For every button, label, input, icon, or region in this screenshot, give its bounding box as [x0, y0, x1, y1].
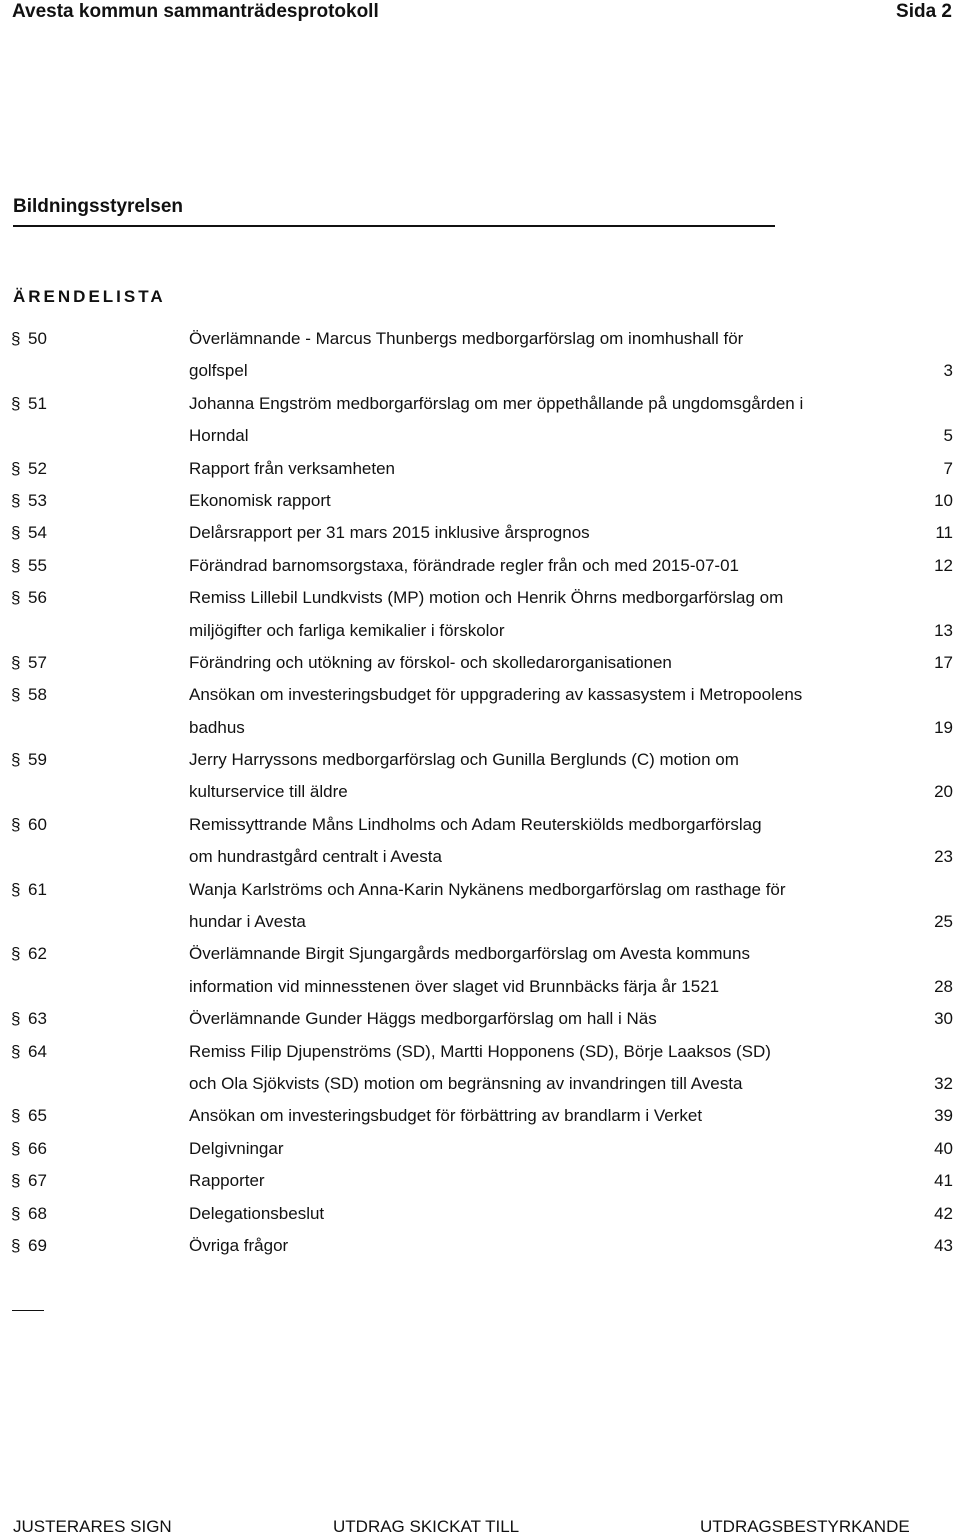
item-number: 65 — [28, 1106, 47, 1126]
agenda-item — [0, 874, 960, 939]
section-sign: § — [11, 588, 21, 608]
item-number: 57 — [28, 652, 47, 672]
item-title: Ekonomisk rapport — [189, 490, 331, 510]
section-sign: § — [11, 1041, 21, 1061]
item-page: 30 — [934, 1009, 953, 1029]
agenda-item-line — [0, 712, 960, 744]
agenda-item-line — [0, 1165, 960, 1197]
agenda-item-line — [0, 388, 960, 420]
item-page: 10 — [934, 490, 953, 510]
agenda-item-line — [0, 971, 960, 1003]
item-number: 64 — [28, 1041, 47, 1061]
item-title: Remiss Lillebil Lundkvists (MP) motion och Henrik Öhrns medborgarförslag om — [189, 588, 784, 608]
agenda-item — [0, 1100, 960, 1132]
item-page: 12 — [934, 555, 953, 575]
item-title: kulturservice till äldre — [189, 782, 348, 802]
item-number: 51 — [28, 393, 47, 413]
agenda-item-line — [0, 1003, 960, 1035]
item-page: 41 — [934, 1171, 953, 1191]
item-title: Johanna Engström medborgarförslag om mer öppethållande på ungdomsgården i — [189, 393, 804, 413]
item-page: 32 — [934, 1073, 953, 1093]
list-title: ÄRENDELISTA — [13, 287, 166, 306]
section-sign: § — [11, 523, 21, 543]
item-title: Wanja Karlströms och Anna-Karin Nykänens medborgarförslag om rasthage för — [189, 879, 786, 899]
agenda-item — [0, 388, 960, 453]
agenda-item — [0, 550, 960, 582]
section-title: Bildningsstyrelsen — [13, 195, 775, 227]
section-sign: § — [11, 1203, 21, 1223]
agenda-item — [0, 453, 960, 485]
section-sign: § — [11, 490, 21, 510]
item-number: 62 — [28, 944, 47, 964]
item-title: Förändrad barnomsorgstaxa, förändrade regler från och med 2015-07-01 — [189, 555, 739, 575]
section-sign: § — [11, 652, 21, 672]
agenda-item-line — [0, 744, 960, 776]
item-title: golfspel — [189, 361, 248, 381]
item-title: Horndal — [189, 426, 249, 446]
agenda-item — [0, 744, 960, 809]
item-title: och Ola Sjökvists (SD) motion om begränsning av invandringen till Avesta — [189, 1073, 743, 1093]
item-number: 60 — [28, 814, 47, 834]
item-title: Remiss Filip Djupenströms (SD), Martti Hopponens (SD), Börje Laaksos (SD) — [189, 1041, 771, 1061]
agenda-item — [0, 1198, 960, 1230]
item-number: 69 — [28, 1235, 47, 1255]
section-sign: § — [11, 879, 21, 899]
section-sign: § — [11, 1009, 21, 1029]
item-page: 42 — [934, 1203, 953, 1223]
item-page: 17 — [934, 652, 953, 672]
agenda-item-line — [0, 517, 960, 549]
item-page: 5 — [943, 426, 953, 446]
section-sign: § — [11, 329, 21, 348]
item-number: 50 — [28, 329, 47, 348]
item-number: 67 — [28, 1171, 47, 1191]
item-title: Rapporter — [189, 1171, 265, 1191]
section-sign: § — [11, 393, 21, 413]
item-page: 23 — [934, 847, 953, 867]
item-title: Överlämnande Gunder Häggs medborgarförslag om hall i Näs — [189, 1009, 657, 1029]
agenda-item-line — [0, 453, 960, 485]
section-sign: § — [11, 555, 21, 575]
agenda-item-line — [0, 485, 960, 517]
agenda-item-line — [0, 938, 960, 970]
footnote-divider — [12, 1310, 44, 1311]
footer-utdragsbestyrkande: UTDRAGSBESTYRKANDE — [700, 1517, 910, 1536]
item-title: Ansökan om investeringsbudget för förbättring av brandlarm i Verket — [189, 1106, 703, 1126]
item-title: information vid minnesstenen över slaget vid Brunnbäcks färja år 1521 — [189, 976, 720, 996]
item-title: Delårsrapport per 31 mars 2015 inklusive årsprognos — [189, 523, 590, 543]
item-title: Delegationsbeslut — [189, 1203, 325, 1223]
item-page: 25 — [934, 912, 953, 932]
item-title: miljögifter och farliga kemikalier i förskolor — [189, 620, 505, 640]
section-sign: § — [11, 685, 21, 705]
agenda-item — [0, 679, 960, 744]
item-title: Rapport från verksamheten — [189, 458, 395, 478]
item-number: 63 — [28, 1009, 47, 1029]
agenda-item — [0, 938, 960, 1003]
item-page: 40 — [934, 1138, 953, 1158]
item-page: 11 — [935, 523, 953, 543]
page-number: Sida 2 — [896, 1, 952, 22]
item-number: 58 — [28, 685, 47, 705]
section-sign: § — [11, 458, 21, 478]
item-page: 7 — [943, 458, 953, 478]
item-title: Delgivningar — [189, 1138, 284, 1158]
agenda-item — [0, 809, 960, 874]
agenda-item — [0, 1036, 960, 1101]
agenda-item-line — [0, 1036, 960, 1068]
item-number: 68 — [28, 1203, 47, 1223]
item-page: 28 — [934, 976, 953, 996]
item-page: 43 — [934, 1235, 953, 1255]
agenda-item-line — [0, 323, 960, 355]
agenda-item — [0, 582, 960, 647]
agenda-item-line — [0, 874, 960, 906]
section-sign: § — [11, 814, 21, 834]
item-title: Överlämnande Birgit Sjungargårds medborgarförslag om Avesta kommuns — [189, 944, 750, 964]
item-title: Övriga frågor — [189, 1235, 289, 1255]
agenda-item-line — [0, 809, 960, 841]
item-number: 61 — [28, 879, 47, 899]
agenda-item-line — [0, 1068, 960, 1100]
item-title: Jerry Harryssons medborgarförslag och Gunilla Berglunds (C) motion om — [189, 750, 739, 770]
item-number: 54 — [28, 523, 47, 543]
agenda-item-line — [0, 1198, 960, 1230]
agenda-list — [0, 323, 960, 1262]
item-number: 55 — [28, 555, 47, 575]
item-page: 20 — [934, 782, 953, 802]
item-title: Förändring och utökning av förskol- och skolledarorganisationen — [189, 652, 672, 672]
agenda-item-line — [0, 1133, 960, 1165]
document-title: Avesta kommun sammanträdesprotokoll — [12, 1, 379, 22]
agenda-item-line — [0, 355, 960, 387]
agenda-item-line — [0, 550, 960, 582]
agenda-item — [0, 323, 960, 388]
section-sign: § — [11, 1138, 21, 1158]
agenda-item — [0, 647, 960, 679]
item-title: om hundrastgård centralt i Avesta — [189, 847, 442, 867]
agenda-item-line — [0, 679, 960, 711]
item-number: 52 — [28, 458, 47, 478]
agenda-item — [0, 1133, 960, 1165]
item-title: hundar i Avesta — [189, 912, 306, 932]
item-title: Ansökan om investeringsbudget för uppgradering av kassasystem i Metropoolens — [189, 685, 803, 705]
section-sign: § — [11, 944, 21, 964]
agenda-item-line — [0, 1230, 960, 1262]
agenda-item-line — [0, 582, 960, 614]
agenda-item-line — [0, 841, 960, 873]
item-page: 3 — [943, 361, 953, 381]
item-page: 13 — [934, 620, 953, 640]
footer-utdrag-skickat: UTDRAG SKICKAT TILL — [333, 1517, 520, 1536]
agenda-item-line — [0, 647, 960, 679]
footer-justerares-sign: JUSTERARES SIGN — [13, 1517, 172, 1536]
section-sign: § — [11, 750, 21, 770]
agenda-item — [0, 517, 960, 549]
agenda-item — [0, 485, 960, 517]
item-title: Remissyttrande Måns Lindholms och Adam Reuterskiölds medborgarförslag — [189, 814, 762, 834]
item-number: 66 — [28, 1138, 47, 1158]
item-title: badhus — [189, 717, 245, 737]
agenda-item — [0, 1165, 960, 1197]
item-number: 56 — [28, 588, 47, 608]
section-sign: § — [11, 1235, 21, 1255]
agenda-item-line — [0, 906, 960, 938]
item-page: 19 — [934, 717, 953, 737]
item-page: 39 — [934, 1106, 953, 1126]
agenda-item-line — [0, 1100, 960, 1132]
section-sign: § — [11, 1171, 21, 1191]
item-number: 59 — [28, 750, 47, 770]
agenda-item-line — [0, 615, 960, 647]
item-number: 53 — [28, 490, 47, 510]
agenda-item — [0, 1003, 960, 1035]
section-sign: § — [11, 1106, 21, 1126]
agenda-item-line — [0, 420, 960, 452]
item-title: Överlämnande - Marcus Thunbergs medborgarförslag om inomhushall för — [189, 329, 744, 348]
agenda-item — [0, 1230, 960, 1262]
agenda-item-line — [0, 776, 960, 808]
